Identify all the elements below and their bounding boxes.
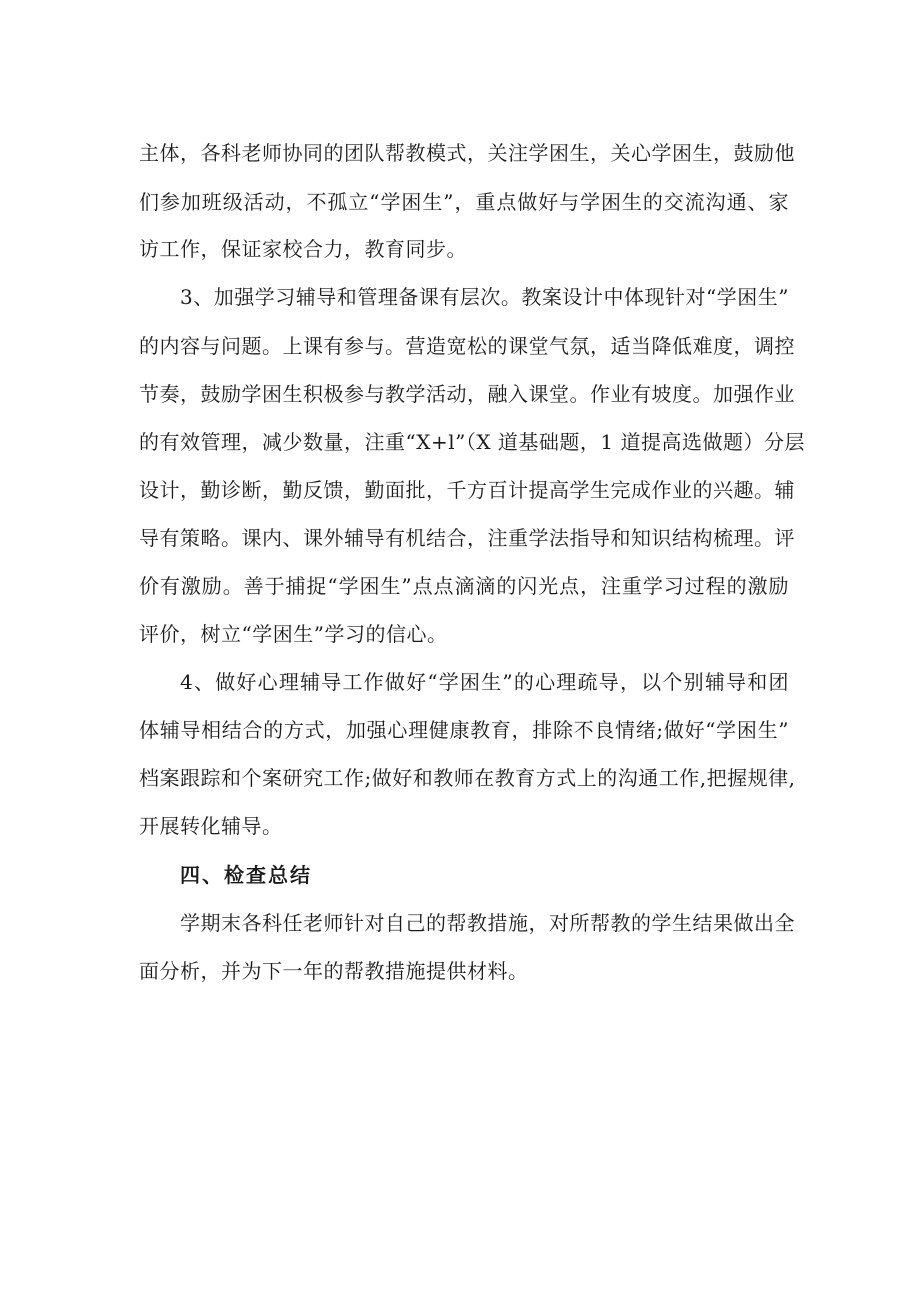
paragraph-2-line-7: 价有激励。善于捕捉“学困生”点点滴滴的闪光点，注重学习过程的激励 (139, 574, 789, 598)
paragraph-1-line-3: 访工作，保证家校合力，教育同步。 (139, 237, 467, 261)
paragraph-2-line-6: 导有策略。课内、课外辅导有机结合，注重学法指导和知识结构梳理。评 (139, 526, 795, 550)
paragraph-2-line-5: 设计，勤诊断，勤反馈，勤面批，千方百计提高学生完成作业的兴趣。辅 (139, 478, 795, 502)
paragraph-3-line-2: 体辅导相结合的方式，加强心理健康教育，排除不良情绪;做好“学困生” (139, 718, 789, 742)
paragraph-4-line-2: 面分析，并为下一年的帮教措施提供材料。 (139, 959, 529, 983)
paragraph-2-line-4: 的有效管理，减少数量，注重“X+l”（X 道基础题，1 道提高选做题）分层 (139, 430, 806, 454)
paragraph-1-line-1: 主体，各科老师协同的团队帮教模式，关注学困生，关心学困生，鼓励他 (139, 141, 795, 165)
paragraph-1-line-2: 们参加班级活动，不孤立“学困生”，重点做好与学困生的交流沟通、家 (139, 190, 789, 214)
paragraph-3-line-3: 档案跟踪和个案研究工作;做好和教师在教育方式上的沟通工作,把握规律, (139, 766, 796, 790)
section-heading: 四、检查总结 (180, 863, 312, 887)
paragraph-2-line-8: 评价，树立“学困生”学习的信心。 (139, 622, 448, 646)
paragraph-3-line-1: 4、做好心理辅导工作做好“学困生”的心理疏导，以个别辅导和团 (180, 670, 789, 694)
paragraph-2-line-2: 的内容与问题。上课有参与。营造宽松的课堂气氛，适当降低难度，调控 (139, 334, 795, 358)
paragraph-2-line-1: 3、加强学习辅导和管理备课有层次。教案设计中体现针对“学困生” (180, 285, 789, 309)
paragraph-2-line-3: 节奏，鼓励学困生积极参与教学活动，融入课堂。作业有坡度。加强作业 (139, 382, 795, 406)
paragraph-4-line-1: 学期末各科任老师针对自己的帮教措施，对所帮教的学生结果做出全 (180, 911, 795, 935)
paragraph-3-line-4: 开展转化辅导。 (139, 814, 283, 838)
